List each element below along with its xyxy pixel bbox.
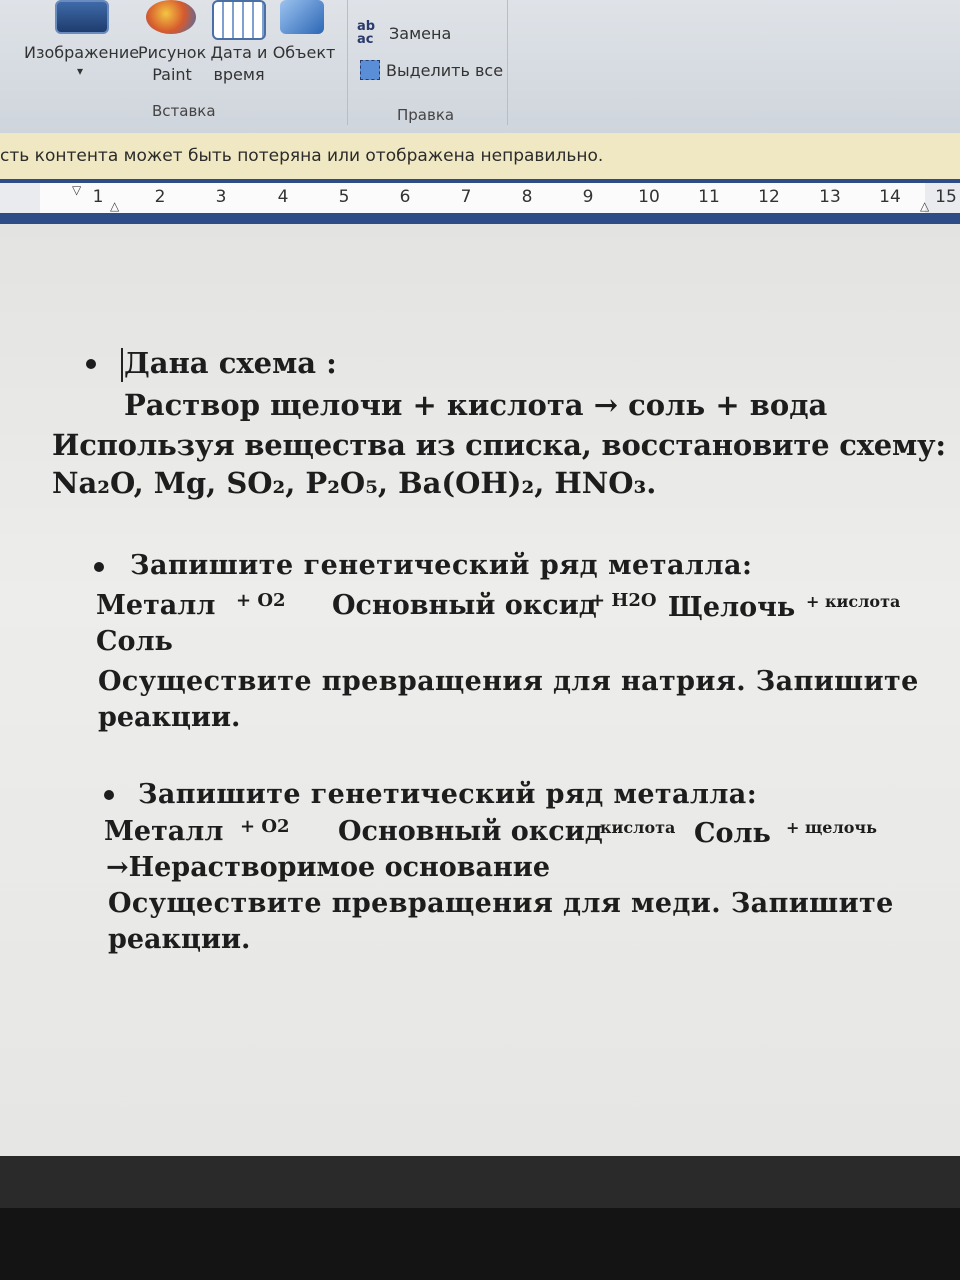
task3-salt: Соль	[694, 818, 771, 849]
ruler-number: 15	[935, 187, 957, 207]
task2-alkali: Щелочь	[668, 592, 796, 623]
task2-oxide: Основный оксид	[332, 590, 597, 621]
ruler-number: 5	[338, 187, 350, 207]
task3-arrow3-label: + щелочь	[786, 818, 877, 837]
paint-sub-label: Paint	[152, 65, 192, 84]
task2-salt: Соль	[96, 626, 173, 657]
ribbon	[0, 0, 960, 133]
first-line-indent-marker[interactable]: ▽	[72, 183, 82, 197]
edit-group-label: Правка	[397, 106, 455, 124]
task2-metal: Металл	[96, 590, 216, 621]
insert-image-label: Изображение	[24, 43, 140, 62]
insert-image-button[interactable]	[24, 42, 140, 78]
text-cursor	[121, 348, 123, 382]
task1-heading: Дана схема :	[124, 346, 337, 380]
chevron-down-icon: ▾	[76, 64, 84, 78]
document-page[interactable]	[0, 224, 960, 1156]
left-indent-marker[interactable]: △	[110, 199, 120, 213]
task2-heading: Запишите генетический ряд металла:	[130, 550, 753, 581]
task3-arrow1-label: + O2	[240, 816, 290, 837]
task3-instruction-line1: Осуществите превращения для меди. Запишите	[108, 888, 894, 919]
message-text: сть контента может быть потеряна или отображена неправильно.	[0, 146, 604, 166]
replace-icon: ab ac	[357, 19, 376, 47]
task1-instruction: Используя вещества из списка, восстановите схему:	[52, 428, 946, 462]
screen-bottom-edge	[0, 1156, 960, 1208]
task2-arrow2-label: + H2O	[590, 590, 657, 611]
calendar-clock-icon	[212, 0, 266, 40]
insert-group-label: Вставка	[152, 102, 216, 120]
object-icon	[280, 0, 324, 34]
ruler-number: 7	[460, 187, 472, 207]
insert-date-time-button[interactable]	[208, 42, 270, 86]
insert-object-button[interactable]	[270, 42, 338, 64]
task3-metal: Металл	[104, 816, 224, 847]
ruler-number: 14	[879, 187, 901, 207]
insert-paint-drawing-button[interactable]	[138, 42, 206, 86]
date-label: Дата и	[210, 43, 268, 62]
ruler-number: 3	[215, 187, 227, 207]
date-sub-label: время	[213, 65, 265, 84]
select-all-icon	[360, 60, 380, 80]
ruler-number: 9	[582, 187, 594, 207]
task2-arrow3-label: + кислота	[806, 592, 901, 611]
ruler-number: 4	[277, 187, 289, 207]
task1-substances: Na₂O, Mg, SO₂, P₂O₅, Ba(OH)₂, HNO₃.	[52, 466, 657, 500]
bullet	[94, 562, 104, 572]
ruler-text-area	[40, 183, 925, 213]
bullet	[86, 359, 96, 369]
paint-icon	[146, 0, 196, 34]
select-all-label: Выделить все	[386, 60, 504, 80]
group-separator	[347, 0, 348, 125]
ruler-number: 8	[521, 187, 533, 207]
object-label: Объект	[272, 43, 336, 62]
ruler-number: 13	[819, 187, 841, 207]
right-indent-marker[interactable]: △	[920, 199, 930, 213]
task3-base: →Нерастворимое основание	[106, 852, 551, 883]
task2-instruction-line2: реакции.	[98, 702, 241, 733]
horizontal-ruler[interactable]	[0, 183, 960, 213]
ruler-number: 12	[758, 187, 780, 207]
group-separator-right	[507, 0, 508, 125]
ruler-number: 2	[154, 187, 166, 207]
ruler-number: 10	[638, 187, 660, 207]
compatibility-message-bar	[0, 133, 960, 180]
task3-oxide: Основный оксид	[338, 816, 603, 847]
ruler-number: 6	[399, 187, 411, 207]
task3-arrow2-label: кислота	[600, 818, 676, 837]
task2-instruction-line1: Осуществите превращения для натрия. Запишите	[98, 666, 919, 697]
bullet	[104, 790, 114, 800]
task1-scheme: Раствор щелочи + кислота → соль + вода	[124, 388, 828, 422]
task3-instruction-line2: реакции.	[108, 924, 251, 955]
replace-button[interactable]	[357, 20, 451, 46]
task3-heading: Запишите генетический ряд металла:	[138, 779, 758, 810]
replace-label: Замена	[389, 23, 452, 43]
ruler-number: 1	[92, 187, 104, 207]
paint-label: Рисунок	[138, 43, 207, 62]
select-all-button[interactable]	[360, 60, 503, 80]
ruler-number: 11	[698, 187, 720, 207]
image-icon	[55, 0, 109, 34]
task2-arrow1-label: + O2	[236, 590, 286, 611]
